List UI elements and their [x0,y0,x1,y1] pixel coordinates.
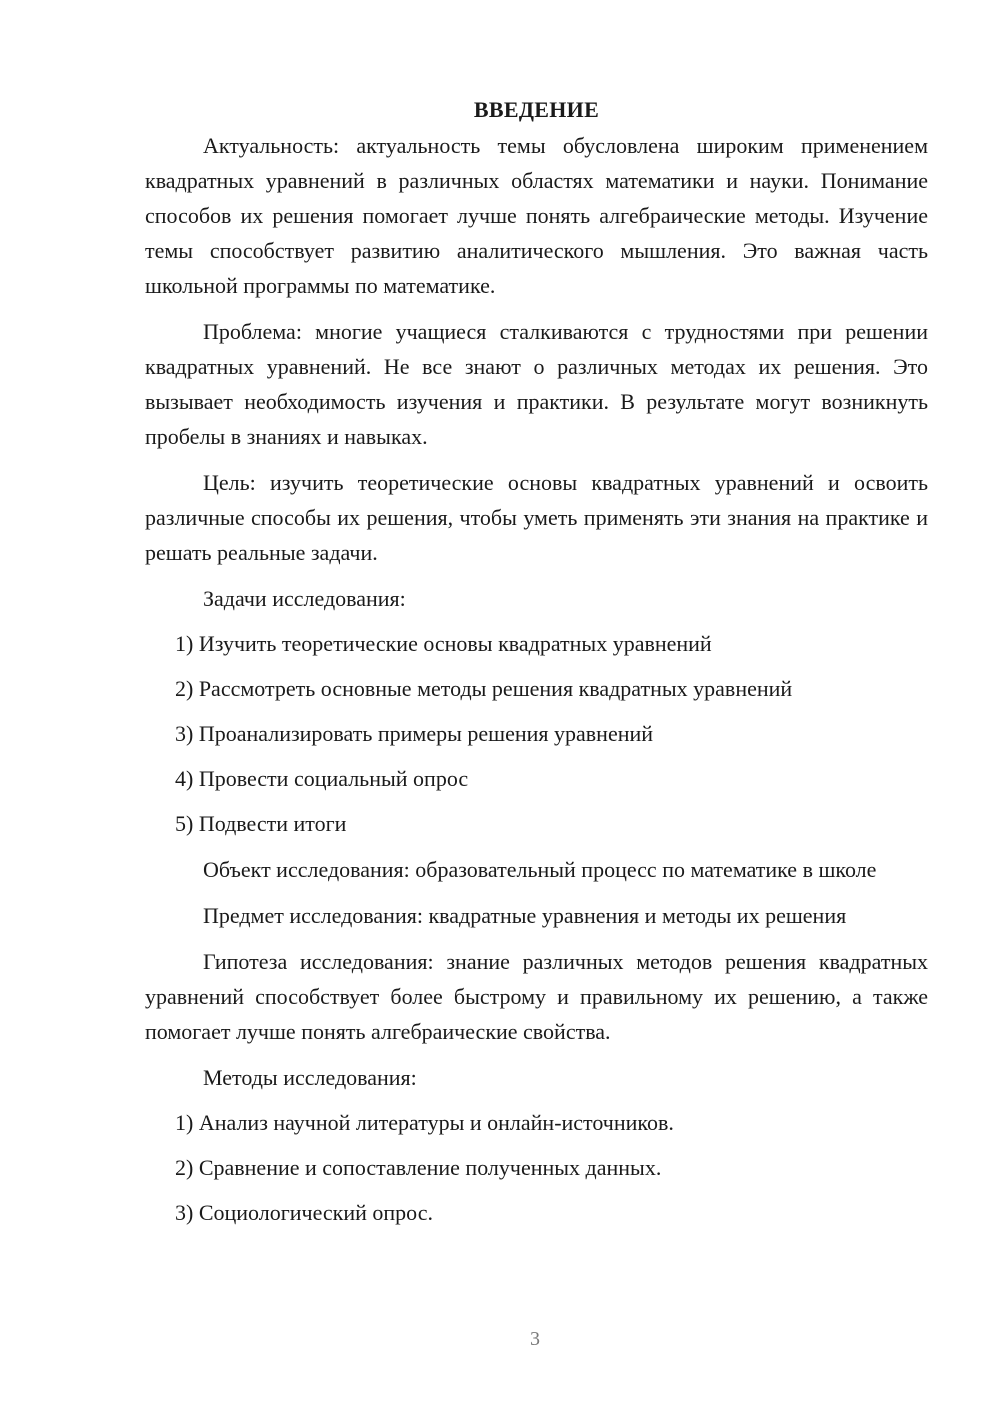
task-item: 5) Подвести итоги [175,811,347,836]
task-item: 1) Изучить теоретические основы квадратных уравнений [175,631,712,656]
task-item: 2) Рассмотреть основные методы решения квадратных уравнений [175,676,793,701]
task-item: 4) Провести социальный опрос [175,766,469,791]
method-item: 1) Анализ научной литературы и онлайн-источников. [175,1110,674,1135]
document-page [145,92,928,1230]
methods-heading: Методы исследования: [203,1065,417,1090]
method-item: 2) Сравнение и сопоставление полученных данных. [175,1155,662,1180]
task-item: 3) Проанализировать примеры решения уравнений [175,721,654,746]
subject-paragraph: Предмет исследования: квадратные уравнения и методы их решения [203,903,847,928]
goal-paragraph: Цель: изучить теоретические основы квадратных уравнений и освоить различные способы их решения, чтобы уметь применять эти знания на практике и решать реальные задачи. [145,470,928,565]
object-paragraph: Объект исследования: образовательный процесс по математике в школе [203,857,877,882]
relevance-paragraph: Актуальность: актуальность темы обусловлена широким применением квадратных уравнений в различных областях математики и науки. Понимание способов их решения помогает лучше понять алгебраические методы. Изучение темы способствует развитию аналитического мышления. Это важная часть школьной программы по математике. [145,133,928,298]
page-number: 3 [530,1328,540,1350]
method-item: 3) Социологический опрос. [175,1200,433,1225]
section-title: ВВЕДЕНИЕ [473,97,600,122]
hypothesis-paragraph: Гипотеза исследования: знание различных методов решения квадратных уравнений способствует более быстрому и правильному их решению, а также помогает лучше понять алгебраические свойства. [145,949,928,1044]
problem-paragraph: Проблема: многие учащиеся сталкиваются с трудностями при решении квадратных уравнений. Не все знают о различных методах их решения. Это вызывает необходимость изучения и практики. В результате могут возникнуть пробелы в знаниях и навыках. [145,319,928,449]
tasks-heading: Задачи исследования: [203,586,406,611]
